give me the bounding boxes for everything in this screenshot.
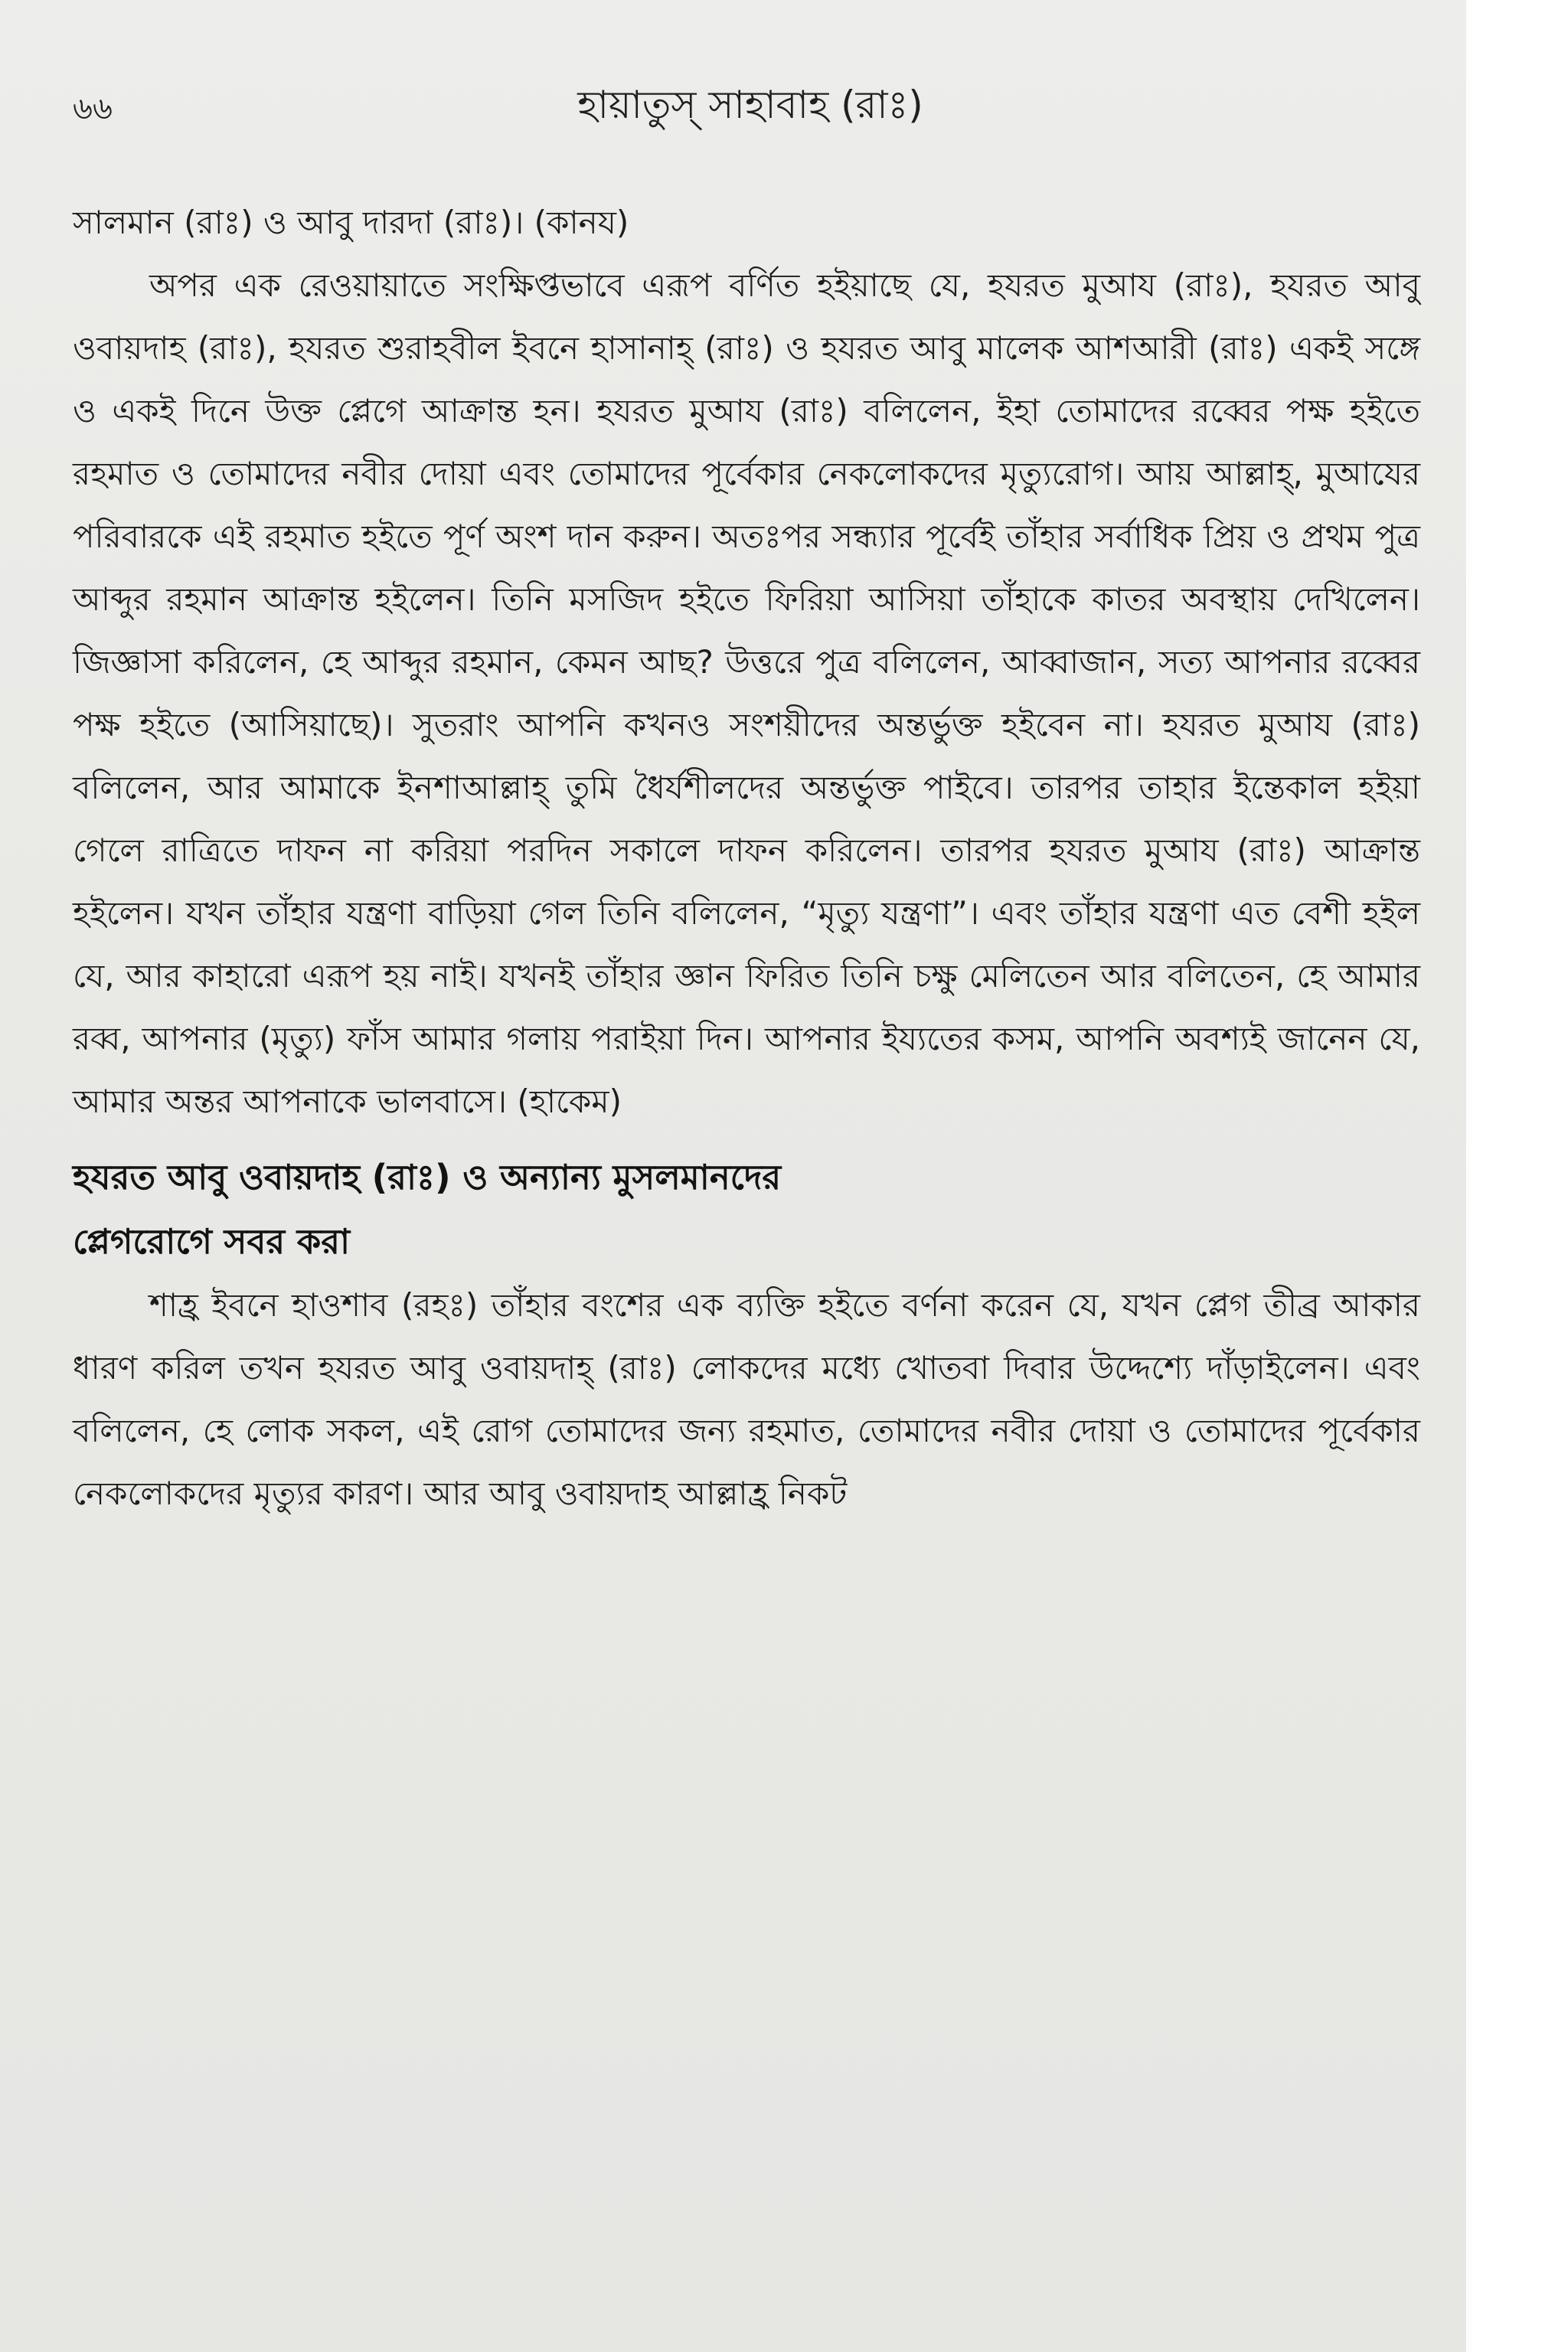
body-text: [73, 191, 1420, 1525]
page-header: [73, 77, 1428, 130]
section-heading-line-1: হযরত আবু ওবায়দাহ (রাঃ) ও অন্যান্য মুসলমানদের: [73, 1157, 782, 1197]
scan-margin: [1466, 0, 1568, 2352]
section-paragraph: শাহ্র ইবনে হাওশাব (রহঃ) তাঁহার বংশের এক ব্যক্তি হইতে বর্ণনা করেন যে, যখন প্লেগ তীব্র আকার ধারণ করিল তখন হযরত আবু ওবায়দাহ্ (রাঃ) লোকদের মধ্যে খোতবা দিবার উদ্দেশ্যে দাঁড়াইলেন। এবং বলিলেন, হে লোক সকল, এই রোগ তোমাদের জন্য রহমাত, তোমাদের নবীর দোয়া ও তোমাদের পূর্বেকার নেকলোকদের মৃত্যুর কারণ। আর আবু ওবায়দাহ আল্লাহ্র নিকট: [73, 1286, 1420, 1512]
page-number: ৬৬: [73, 91, 113, 126]
paragraph: অপর এক রেওয়ায়াতে সংক্ষিপ্তভাবে এরূপ বর্ণিত হইয়াছে যে, হযরত মুআয (রাঃ), হযরত আবু ওবায়দাহ (রাঃ), হযরত শুরাহবীল ইবনে হাসানাহ্ (রাঃ) ও হযরত আবু মালেক আশআরী (রাঃ) একই সঙ্গে ও একই দিনে উক্ত প্লেগে আক্রান্ত হন। হযরত মুআয (রাঃ) বলিলেন, ইহা তোমাদের রব্বের পক্ষ হইতে রহমাত ও তোমাদের নবীর দোয়া এবং তোমাদের পূর্বেকার নেকলোকদের মৃত্যুরোগ। আয় আল্লাহ্, মুআযের পরিবারকে এই রহমাত হইতে পূর্ণ অংশ দান করুন। অতঃপর সন্ধ্যার পূর্বেই তাঁহার সর্বাধিক প্রিয় ও প্রথম পুত্র আব্দুর রহমান আক্রান্ত হইলেন। তিনি মসজিদ হইতে ফিরিয়া আসিয়া তাঁহাকে কাতর অবস্থায় দেখিলেন। জিজ্ঞাসা করিলেন, হে আব্দুর রহমান, কেমন আছ? উত্তরে পুত্র বলিলেন, আব্বাজান, সত্য আপনার রব্বের পক্ষ হইতে (আসিয়াছে)। সুতরাং আপনি কখনও সংশয়ীদের অন্তর্ভুক্ত হইবেন না। হযরত মুআয (রাঃ) বলিলেন, আর আমাকে ইনশাআল্লাহ্ তুমি ধৈর্যশীলদের অন্তর্ভুক্ত পাইবে। তারপর তাহার ইন্তেকাল হইয়া গেলে রাত্রিতে দাফন না করিয়া পরদিন সকালে দাফন করিলেন। তারপর হযরত মুআয (রাঃ) আক্রান্ত হইলেন। যখন তাঁহার যন্ত্রণা বাড়িয়া গেল তিনি বলিলেন, “মৃত্যু যন্ত্রণা”। এবং তাঁহার যন্ত্রণা এত বেশী হইল যে, আর কাহারো এরূপ হয় নাই। যখনই তাঁহার জ্ঞান ফিরিত তিনি চক্ষু মেলিতেন আর বলিতেন, হে আমার রব্ব, আপনার (মৃত্যু) ফাঁস আমার গলায় পরাইয়া দিন। আপনার ইয্যতের কসম, আপনি অবশ্যই জানেন যে, আমার অন্তর আপনাকে ভালবাসে। (হাকেম): [73, 266, 1420, 1120]
section-heading-line-2: প্লেগরোগে সবর করা: [73, 1221, 351, 1262]
section-heading: [73, 1145, 1420, 1274]
running-title: হায়াতুস্ সাহাবাহ (রাঃ): [577, 83, 923, 127]
paragraph-continuation: সালমান (রাঃ) ও আবু দারদা (রাঃ)। (কানয): [73, 204, 629, 241]
